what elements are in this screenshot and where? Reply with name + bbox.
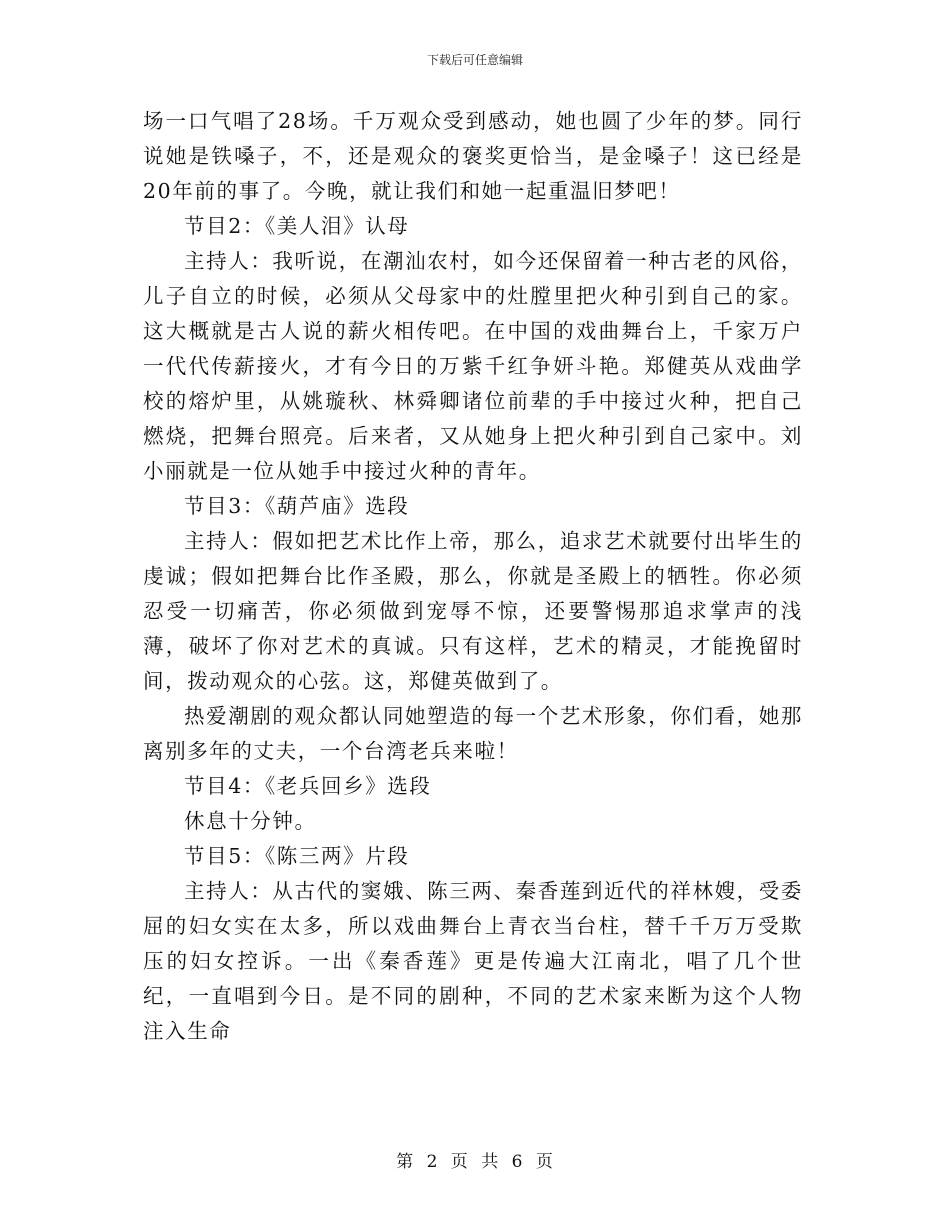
program-4-heading: 节目4：《老兵回乡》选段 (184, 774, 432, 798)
program-2-heading: 节目2：《美人泪》认母 (184, 214, 410, 238)
host-speech-2: 主持人：我听说，在潮汕农村，如今还保留着一种古老的风俗，儿子自立的时候，必须从父母家中的灶膛里把火种引到自己的家。这大概就是古人说的薪火相传吧。在中国的戏曲舞台上，千家万户一代代传薪接火，才有今日的万紫千红争妍斗艳。郑健英从戏曲学校的熔炉里，从姚璇秋、林舜卿诸位前辈的手中接过火种，把自己燃烧，把舞台照亮。后来者，又从她身上把火种引到自己家中。刘小丽就是一位从她手中接过火种的青年。 (143, 249, 803, 483)
page-unit: 页 (450, 1152, 469, 1172)
total-label: 共 (481, 1152, 500, 1172)
program-3-heading: 节目3：《葫芦庙》选段 (184, 494, 410, 518)
paragraph-continuation: 场一口气唱了28场。千万观众受到感动，她也圆了少年的梦。同行说她是铁嗓子，不，还是观众的褒奖更恰当，是金嗓子！这已经是20年前的事了。今晚，就让我们和她一起重温旧梦吧！ (143, 109, 803, 203)
current-page-number: 2 (426, 1152, 439, 1172)
host-speech-3: 主持人：假如把艺术比作上帝，那么，追求艺术就要付出毕生的虔诚；假如把舞台比作圣殿，那么，你就是圣殿上的牺牲。你必须忍受一切痛苦，你必须做到宠辱不惊，还要警惕那追求掌声的浅薄，破坏了你对艺术的真诚。只有这样，艺术的精灵，才能挽留时间，拨动观众的心弦。这，郑健英做到了。 (143, 529, 803, 693)
page-footer (0, 1150, 950, 1174)
audience-paragraph: 热爱潮剧的观众都认同她塑造的每一个艺术形象，你们看，她那离别多年的丈夫，一个台湾老兵来啦！ (143, 704, 803, 763)
intermission-note: 休息十分钟。 (184, 809, 317, 833)
total-unit: 页 (535, 1152, 554, 1172)
page-label: 第 (396, 1152, 415, 1172)
host-speech-5: 主持人：从古代的窦娥、陈三两、秦香莲到近代的祥林嫂，受委屈的妇女实在太多，所以戏曲舞台上青衣当台柱，替千千万万受欺压的妇女控诉。一出《秦香莲》更是传遍大江南北，唱了几个世纪，一直唱到今日。是不同的剧种，不同的艺术家来断为这个人物注入生命 (143, 879, 803, 1043)
program-5-heading: 节目5：《陈三两》片段 (184, 844, 410, 868)
total-pages-number: 6 (511, 1152, 524, 1172)
page-header: 下载后可任意编辑 (426, 53, 523, 67)
document-body (143, 104, 803, 1049)
